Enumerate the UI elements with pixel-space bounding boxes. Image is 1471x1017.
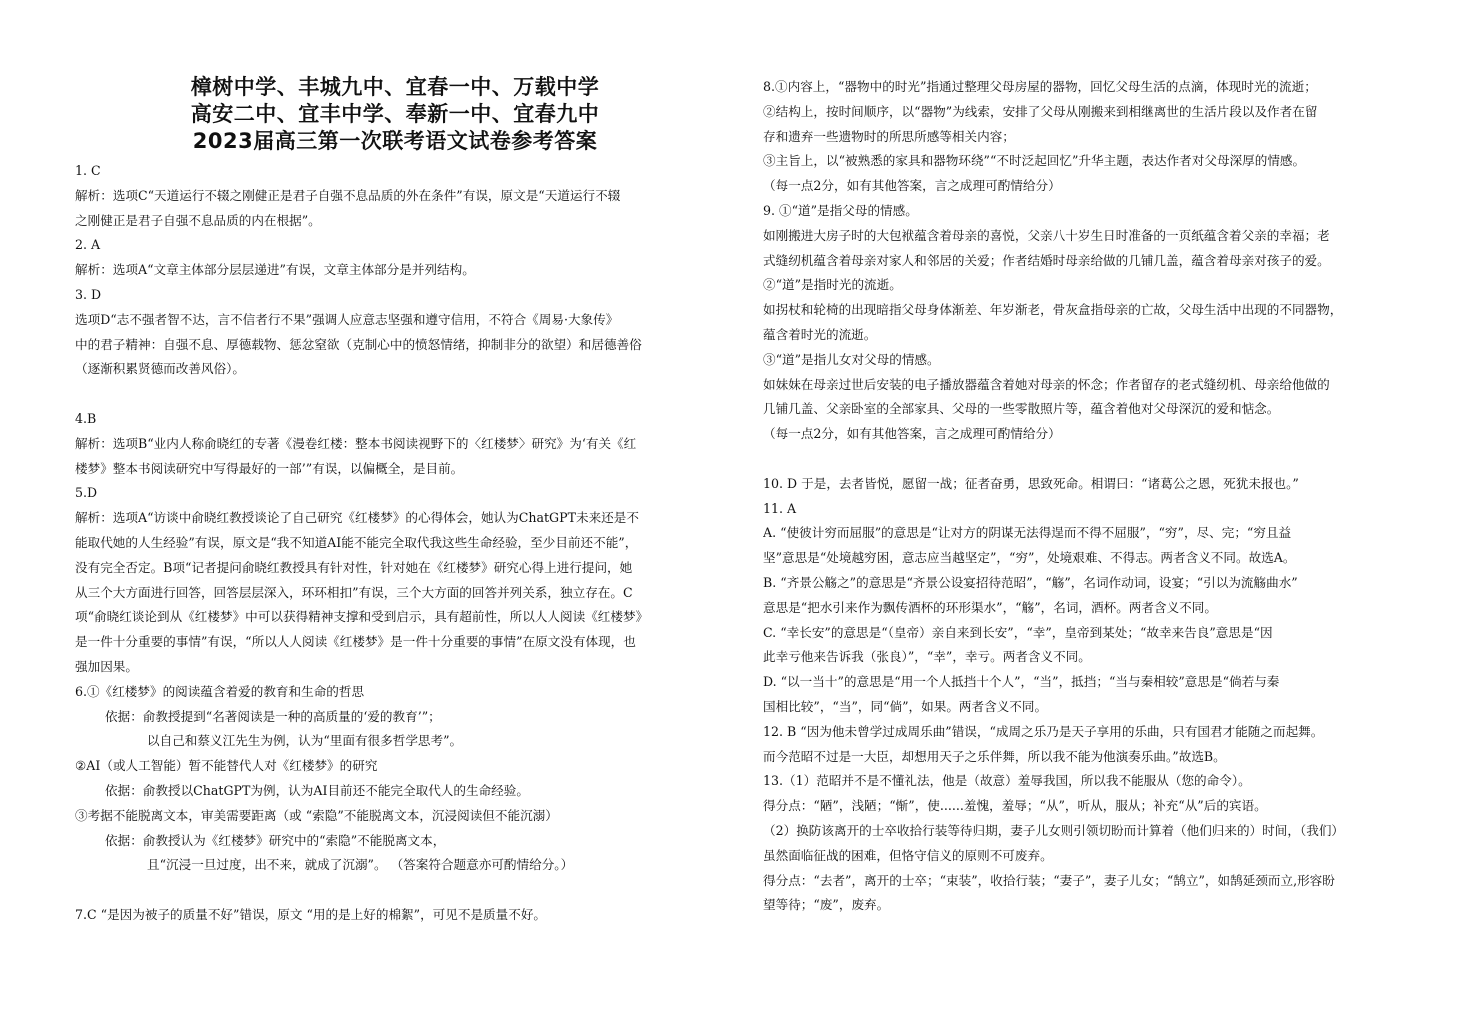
answer-line: 依据：俞教授提到“名著阅读是一种的高质量的‘爱的教育’”； — [105, 708, 441, 724]
answer-line: ②“道”是指时光的流逝。 — [763, 277, 902, 293]
left-column — [75, 70, 715, 928]
answer-line: （每一点2分，如有其他答案，言之成理可酌情给分） — [763, 426, 1061, 442]
answer-line: 没有完全否定。B项“记者提问俞晓红教授具有针对性，针对她在《红楼梦》研究心得上进行提问，她 — [75, 559, 633, 575]
title-line-1: 樟树中学、丰城九中、宜春一中、万载中学 — [190, 75, 600, 99]
answer-line: 此幸亏他来告诉我（张良）”，“幸”，幸亏。两者含义不同。 — [763, 649, 1091, 665]
answer-line: ②结构上，按时间顺序，以“器物”为线索，安排了父母从刚搬来到相继离世的生活片段以及作者在留 — [763, 103, 1318, 119]
answer-line: 12. B “因为他未曾学过成周乐曲”错误，“成周之乐乃是天子享用的乐曲，只有国君才能随之而起舞。 — [763, 723, 1324, 739]
answer-line: 依据：俞教授以ChatGPT为例，认为AI目前还不能完全取代人的生命经验。 — [105, 782, 529, 798]
answer-line: 意思是“把水引来作为飘传酒杯的环形渠水”，“觞”，名词，酒杯。两者含义不同。 — [763, 599, 1217, 615]
answer-line: 得分点：“陋”，浅陋；“惭”，使......羞愧，羞辱；“从”，听从，服从；补充“从”后的宾语。 — [763, 798, 1267, 814]
blank-line — [763, 447, 1408, 472]
answer-line: 7.C “是因为被子的质量不好”错误，原文 “用的是上好的棉絮”，可见不是质量不好。 — [75, 906, 547, 922]
answer-line: 且“沉浸一旦过度，出不来，就成了沉溺”。 （答案符合题意亦可酌情给分。） — [147, 857, 574, 873]
page-title — [75, 70, 715, 155]
answer-line: 1. C — [75, 163, 101, 178]
answer-line: C. “幸长安”的意思是“（皇帝）亲自来到长安”，“幸”，皇帝到某处；“故幸来告良”意思是“因 — [763, 624, 1273, 640]
answer-line: ②AI（或人工智能）暂不能替代人对《红楼梦》的研究 — [75, 758, 378, 774]
answer-line: 强加因果。 — [75, 658, 138, 674]
answer-line: 解析：选项A“文章主体部分层层递进”有误，文章主体部分是并列结构。 — [75, 262, 475, 278]
answer-line: 楼梦》整本书阅读研究中写得最好的一部’”有误，以偏概全，是目前。 — [75, 460, 464, 476]
answer-line: 几铺几盖、父亲卧室的全部家具、父母的一些零散照片等，蕴含着他对父母深沉的爱和惦念。 — [763, 401, 1280, 417]
answer-line: 9. ①“道”是指父母的情感。 — [763, 202, 918, 218]
answer-line: 解析：选项A“访谈中俞晓红教授谈论了自己研究《红楼梦》的心得体会，她认为ChatGPT未来还是不 — [75, 510, 639, 526]
answer-line: 之刚健正是君子自强不息品质的内在根据”。 — [75, 212, 321, 228]
answer-line: 2. A — [75, 237, 101, 253]
answer-line: 8.①内容上，“器物中的时光”指通过整理父母房屋的器物，回忆父母生活的点滴，体现时光的流逝； — [763, 79, 1317, 94]
answer-line: （2）换防该离开的士卒收拾行装等待归期，妻子儿女则引领切盼而计算着（他们归来的）时间，（我们） — [763, 822, 1345, 838]
answer-line: ③主旨上，以“被熟悉的家具和器物环绕”“不时泛起回忆”升华主题，表达作者对父母深厚的情感。 — [763, 153, 1306, 169]
answer-line: 如拐杖和轮椅的出现暗指父母身体渐差、年岁渐老，骨灰盒指母亲的亡故，父母生活中出现的不同器物， — [763, 302, 1343, 318]
title-line-2: 高安二中、宜丰中学、奉新一中、宜春九中 — [190, 102, 600, 126]
answer-line: 能取代她的人生经验”有误，原文是“我不知道AI能不能完全取代我这些生命经验，至少目前还不能”， — [75, 534, 638, 550]
answer-line: 4.B — [75, 410, 97, 426]
answer-line: 10. D 于是，去者皆悦，愿留一战；征者奋勇，思致死命。相谓曰：“诸葛公之恩，死犹未报也。” — [763, 475, 1299, 491]
blank-line — [75, 382, 715, 407]
answer-line: 虽然面临征战的困难，但恪守信义的原则不可废弃。 — [763, 847, 1053, 863]
answer-line: 选项D“志不强者智不达，言不信者行不果”强调人应意志坚强和遵守信用，不符合《周易·大象传》 — [75, 311, 619, 327]
answer-line: 解析：选项B“业内人称俞晓红的专著《漫卷红楼：整本书阅读视野下的〈红楼梦〉研究》为‘有关《红 — [75, 435, 637, 451]
answer-line: 如妹妹在母亲过世后安装的电子播放器蕴含着她对母亲的怀念；作者留存的老式缝纫机、母亲给他做的 — [763, 376, 1330, 392]
right-column — [763, 75, 1408, 918]
answer-line: B. “齐景公觞之”的意思是“齐景公设宴招待范昭”，“觞”，名词作动词，设宴；“引以为流觞曲水” — [763, 574, 1298, 590]
answer-line: 6.①《红楼梦》的阅读蕴含着爱的教育和生命的哲思 — [75, 683, 365, 699]
answer-line: 中的君子精神：自强不息、厚德载物、惩忿窒欲（克制心中的愤怒情绪，抑制非分的欲望）和居德善俗 — [75, 336, 642, 352]
answer-line: 得分点：“去者”，离开的士卒；“束装”，收拾行装；“妻子”，妻子儿女；“鹄立”，如鹄延颈而立,形容盼 — [763, 872, 1335, 888]
answer-line: 而今范昭不过是一大臣，却想用天子之乐伴舞，所以我不能为他演奏乐曲。”故选B。 — [763, 748, 1226, 764]
answer-line: 5.D — [75, 485, 98, 501]
answer-line: 解析：选项C“天道运行不辍之刚健正是君子自强不息品质的外在条件”有误，原文是“天道运行不辍 — [75, 187, 621, 203]
answer-line: A. “使彼计穷而屈服”的意思是“让对方的阴谋无法得逞而不得不屈服”，“穷”，尽、完；“穷且益 — [763, 525, 1292, 541]
answer-line: 项“俞晓红谈论到从《红楼梦》中可以获得精神支撑和受到启示，具有超前性，所以人人阅读《红楼梦》 — [75, 609, 649, 625]
answer-line: 如刚搬进大房子时的大包袱蕴含着母亲的喜悦，父亲八十岁生日时准备的一页纸蕴含着父亲的幸福；老 — [763, 227, 1330, 243]
answer-line: 蕴含着时光的流逝。 — [763, 326, 877, 342]
answer-line: 11. A — [763, 500, 797, 516]
answer-line: 13.（1）范昭并不是不懂礼法，他是（故意）羞辱我国，所以我不能服从（您的命令）。 — [763, 773, 1251, 789]
title-line-3: 2023届高三第一次联考语文试卷参考答案 — [192, 129, 598, 153]
answer-line: 从三个大方面进行回答，回答层层深入，环环相扣”有误，三个大方面的回答并列关系，独立存在。C — [75, 584, 633, 600]
answer-line: 以自己和蔡义江先生为例，认为“里面有很多哲学思考”。 — [147, 733, 463, 749]
answer-line: 存和遗弃一些遗物时的所思所感等相关内容； — [763, 128, 1015, 144]
answer-line: 是一件十分重要的事情”有误，“所以人人阅读《红楼梦》是一件十分重要的事情”在原文没有体现，也 — [75, 634, 636, 650]
answer-line: ③“道”是指儿女对父母的情感。 — [763, 351, 940, 367]
answer-line: 坚”意思是“处境越穷困，意志应当越坚定”，“穷”，处境艰难、不得志。两者含义不同。故选A。 — [763, 550, 1296, 566]
answer-line: 望等待；“废”，废弃。 — [763, 897, 890, 913]
answer-line: 式缝纫机蕴含着母亲对家人和邻居的关爱；作者结婚时母亲给做的几铺几盖，蕴含着母亲对孩子的爱。 — [763, 252, 1330, 268]
answer-line: 依据：俞教授认为《红楼梦》研究中的“索隐”不能脱离文本， — [105, 832, 446, 848]
answer-line: （逐渐积累贤德而改善风俗）。 — [75, 361, 246, 377]
blank-line — [75, 878, 715, 903]
answer-line: 国相比较”，“当”，同“倘”，如果。两者含义不同。 — [763, 698, 1048, 714]
answer-line: （每一点2分，如有其他答案，言之成理可酌情给分） — [763, 178, 1061, 194]
answer-line: ③考据不能脱离文本，审美需要距离（或 “索隐”不能脱离文本，沉浸阅读但不能沉溺） — [75, 807, 558, 823]
answer-line: D. “以一当十”的意思是“用一个人抵挡十个人”，“当”，抵挡；“当与秦相较”意思是“倘若与秦 — [763, 674, 1280, 690]
answer-line: 3. D — [75, 286, 102, 302]
